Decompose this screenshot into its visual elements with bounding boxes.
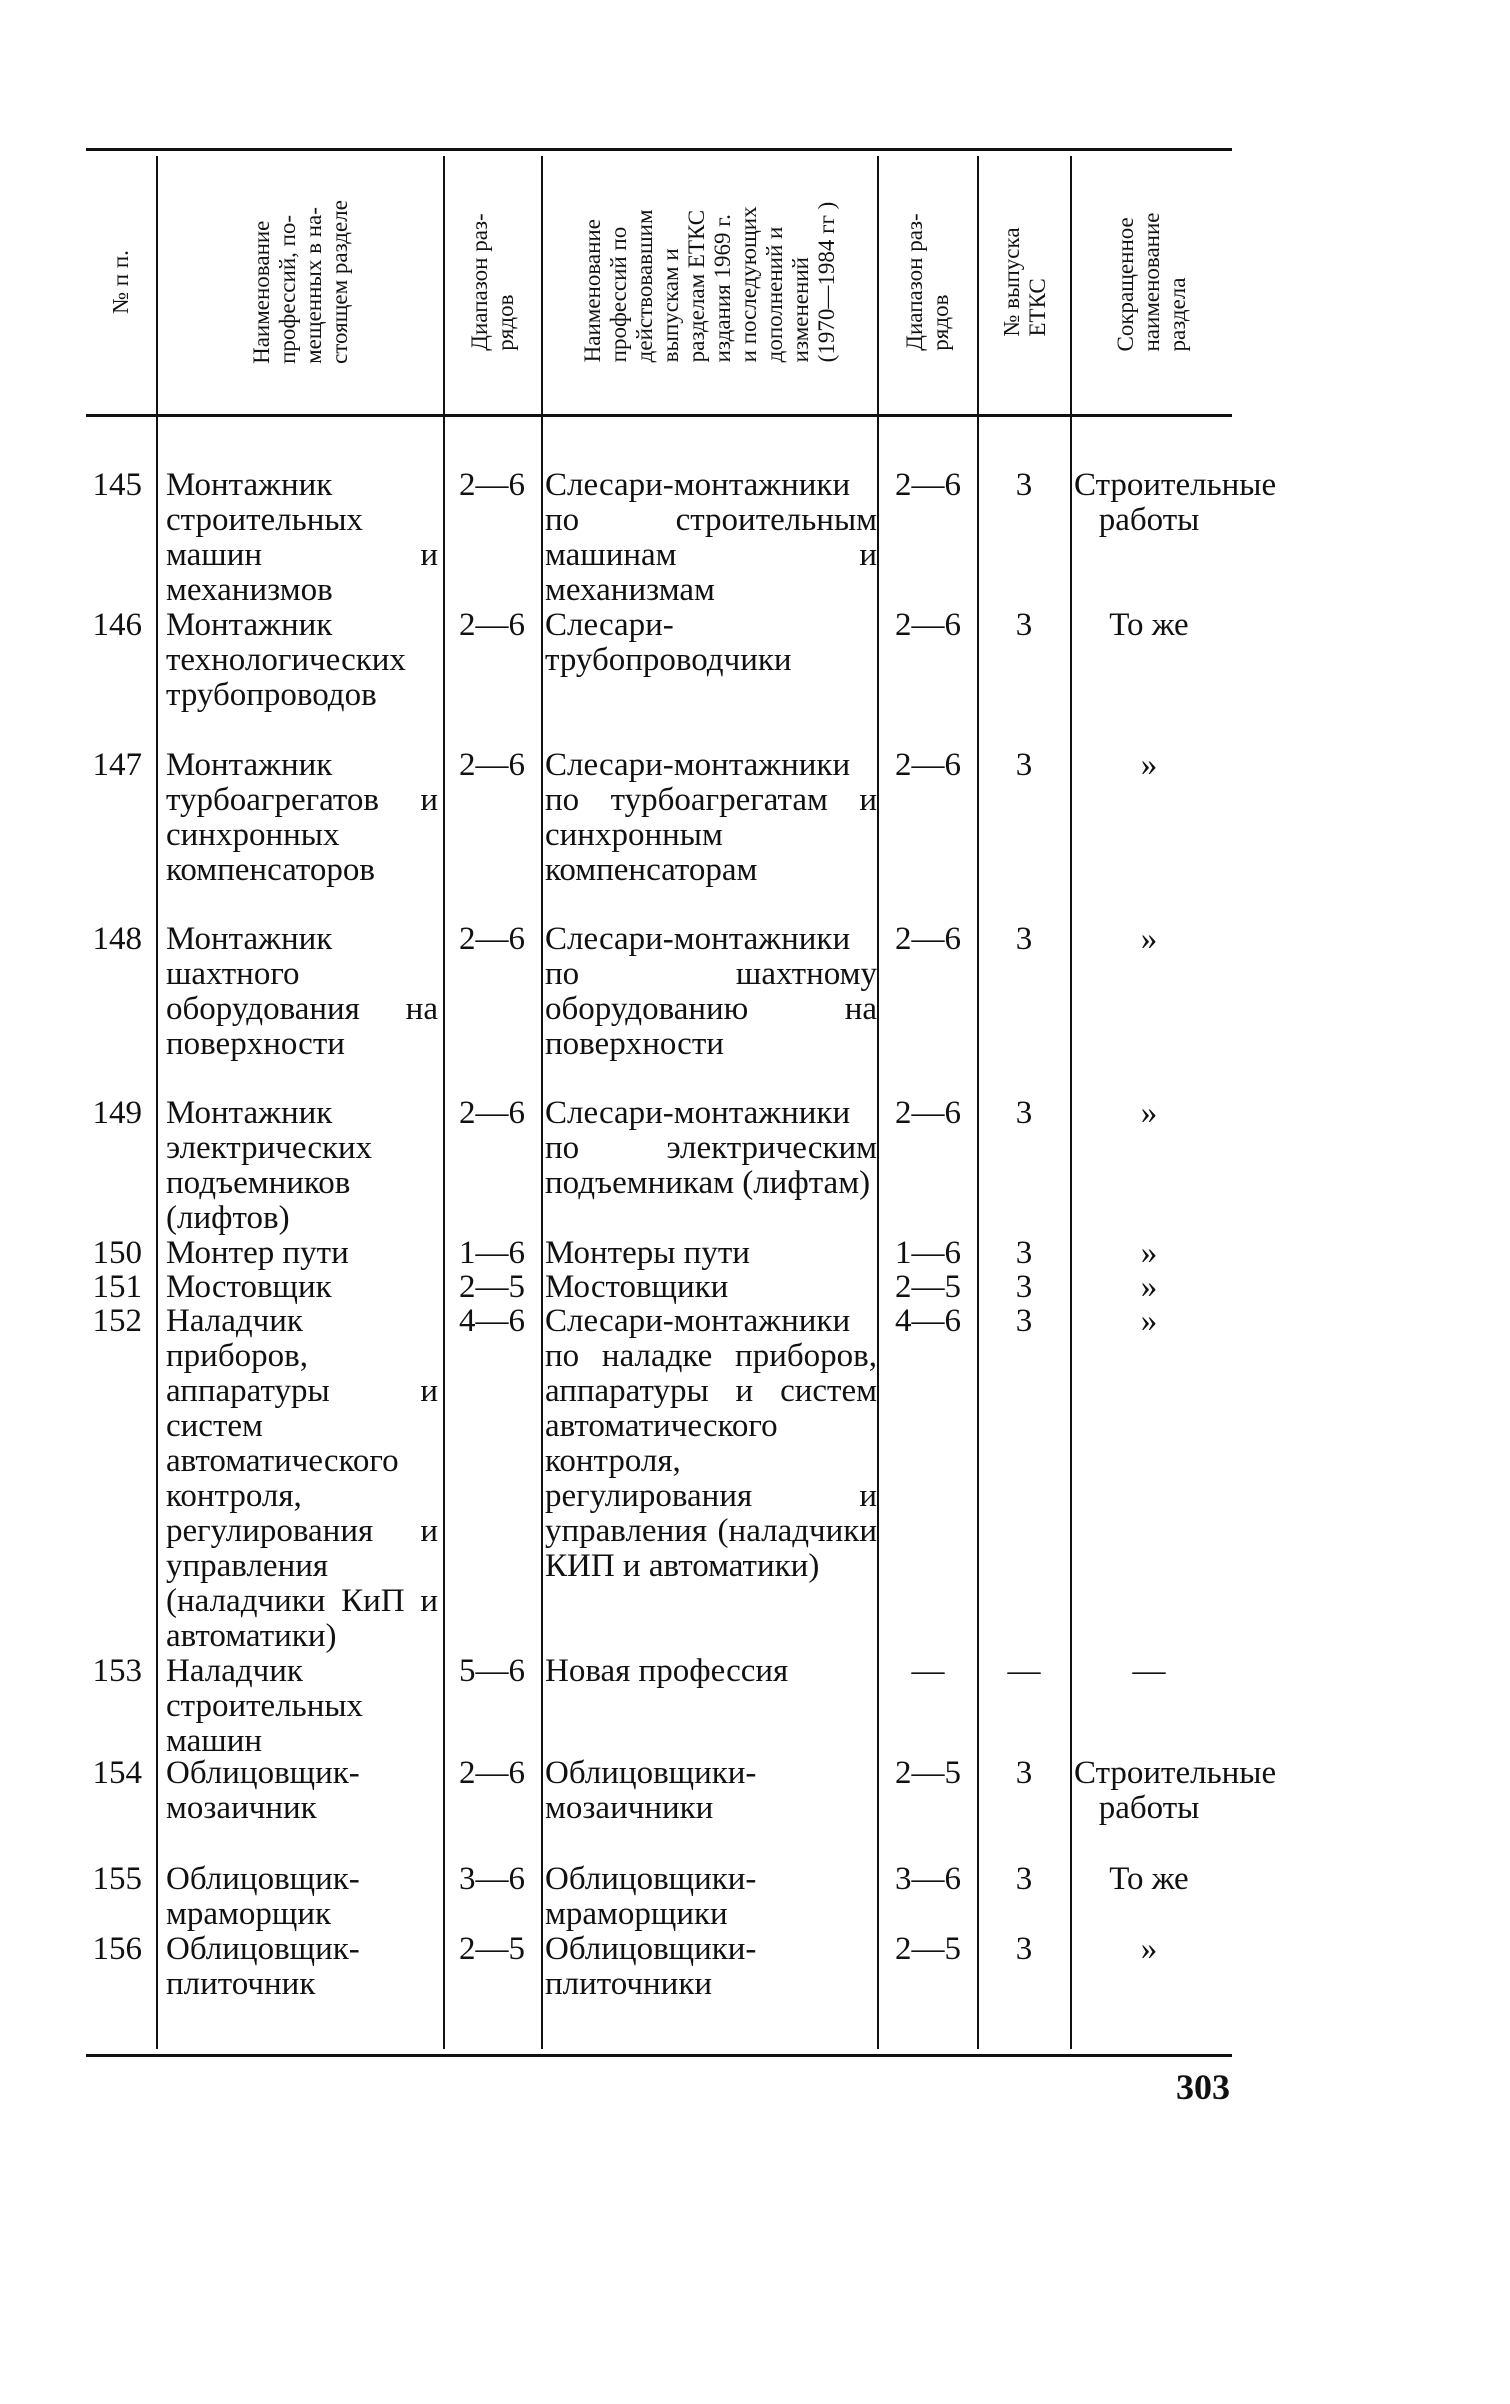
section-name: То же bbox=[1109, 607, 1189, 643]
header-range2-text: Диапазон раз- рядов bbox=[902, 213, 953, 351]
profession-name: Облицовщик-мраморщик bbox=[166, 1861, 360, 1932]
header-range2 bbox=[879, 156, 977, 408]
old-grade-range: 2—6 bbox=[895, 467, 961, 503]
header-range1-text: Диапазон раз- рядов bbox=[467, 213, 518, 351]
etks-issue: 3 bbox=[1015, 1235, 1033, 1271]
etks-issue: 3 bbox=[1015, 467, 1033, 503]
old-profession-name: Слесари-монтажники по наладке приборов, аппаратуры и систем автоматического контроля, регулирования и управления (наладчики КИП и автоматики) bbox=[545, 1303, 877, 1584]
profession-name: Монтажник строительных машин и механизмов bbox=[166, 467, 438, 608]
row-number: 155 bbox=[92, 1861, 142, 1897]
section-name: » bbox=[1140, 1235, 1158, 1271]
old-profession-name: Слесари-монтажники по электрическим подъемникам (лифтам) bbox=[545, 1095, 877, 1201]
etks-issue: 3 bbox=[1015, 1303, 1033, 1339]
header-num bbox=[86, 156, 156, 408]
grade-range: 2—6 bbox=[459, 921, 525, 957]
old-grade-range: 2—6 bbox=[895, 607, 961, 643]
section-name: » bbox=[1140, 1269, 1158, 1305]
old-profession-name: Облицовщики-плиточники bbox=[545, 1931, 757, 2002]
profession-name: Монтажник шахтного оборудования на поверхности bbox=[166, 921, 438, 1062]
old-grade-range: 1—6 bbox=[895, 1235, 961, 1271]
section-name: То же bbox=[1109, 1861, 1189, 1897]
header-name bbox=[158, 156, 443, 408]
row-number: 148 bbox=[92, 921, 142, 957]
profession-name: Облицовщик-мозаичник bbox=[166, 1755, 360, 1826]
section-name: » bbox=[1140, 1303, 1158, 1339]
row-number: 156 bbox=[92, 1931, 142, 1967]
page-number: 303 bbox=[1176, 2067, 1230, 2107]
old-profession-name: Слесари-монтажники по шахтному оборудованию на поверхности bbox=[545, 921, 877, 1062]
grade-range: 2—6 bbox=[459, 607, 525, 643]
profession-name: Монтажник турбоагрегатов и синхронных компенсаторов bbox=[166, 747, 438, 888]
old-profession-name: Мостовщики bbox=[545, 1269, 729, 1305]
header-bottom-rule bbox=[86, 414, 1232, 417]
old-profession-name: Слесари-монтажники по турбоагрегатам и синхронным компенсаторам bbox=[545, 747, 877, 888]
header-section bbox=[1072, 156, 1232, 408]
etks-issue: 3 bbox=[1015, 607, 1033, 643]
old-grade-range: 2—5 bbox=[895, 1269, 961, 1305]
section-name: » bbox=[1140, 1095, 1158, 1131]
row-number: 151 bbox=[92, 1269, 142, 1305]
old-grade-range: 2—5 bbox=[895, 1931, 961, 1967]
row-number: 154 bbox=[92, 1755, 142, 1791]
old-profession-name: Облицовщики-мозаичники bbox=[545, 1755, 757, 1826]
header-issue-text: № выпуска ЕТКС bbox=[998, 227, 1050, 337]
etks-issue: 3 bbox=[1015, 1755, 1033, 1791]
col-divider-6 bbox=[1070, 156, 1072, 2049]
grade-range: 2—6 bbox=[459, 467, 525, 503]
grade-range: 2—5 bbox=[459, 1269, 525, 1305]
row-number: 145 bbox=[92, 467, 142, 503]
grade-range: 1—6 bbox=[459, 1235, 525, 1271]
row-number: 147 bbox=[92, 747, 142, 783]
grade-range: 4—6 bbox=[459, 1303, 525, 1339]
profession-name: Наладчик строительных машин bbox=[166, 1653, 364, 1759]
section-name: » bbox=[1140, 1931, 1158, 1967]
section-name: Строительные работы bbox=[1074, 1755, 1277, 1826]
old-grade-range: 2—6 bbox=[895, 1095, 961, 1131]
row-number: 150 bbox=[92, 1235, 142, 1271]
section-name: » bbox=[1140, 747, 1158, 783]
table-bottom-rule bbox=[86, 2054, 1232, 2057]
header-old-name-text: Наименование профессий по действовавшим выпускам и разделам ЕТКС издания 1969 г. и последующих дополнений и изменений (1970—1984 гг ) bbox=[580, 201, 839, 363]
old-profession-name: Слесари-монтажники по строительным машинам и механизмам bbox=[545, 467, 877, 608]
profession-name: Монтер пути bbox=[166, 1235, 349, 1271]
profession-name: Облицовщик-плиточник bbox=[166, 1931, 360, 2002]
grade-range: 2—6 bbox=[459, 1755, 525, 1791]
header-old-name bbox=[543, 156, 877, 408]
grade-range: 2—6 bbox=[459, 747, 525, 783]
old-grade-range: 4—6 bbox=[895, 1303, 961, 1339]
grade-range: 5—6 bbox=[459, 1653, 525, 1689]
etks-issue: 3 bbox=[1015, 921, 1033, 957]
old-profession-name: Новая профессия bbox=[545, 1653, 789, 1689]
grade-range: 3—6 bbox=[459, 1861, 525, 1897]
old-grade-range: 2—6 bbox=[895, 747, 961, 783]
row-number: 153 bbox=[92, 1653, 142, 1689]
old-grade-range: — bbox=[911, 1653, 945, 1689]
section-name: » bbox=[1140, 921, 1158, 957]
old-grade-range: 2—6 bbox=[895, 921, 961, 957]
row-number: 149 bbox=[92, 1095, 142, 1131]
header-range1 bbox=[445, 156, 541, 408]
etks-issue: 3 bbox=[1015, 1861, 1033, 1897]
header-num-text: № п п. bbox=[108, 250, 133, 314]
etks-issue: 3 bbox=[1015, 1269, 1033, 1305]
col-divider-4 bbox=[877, 156, 879, 2049]
header-issue bbox=[979, 156, 1070, 408]
etks-issue: 3 bbox=[1015, 1095, 1033, 1131]
old-profession-name: Монтеры пути bbox=[545, 1235, 750, 1271]
profession-name: Наладчик приборов, аппаратуры и систем автоматического контроля, регулирования и управления (наладчики КиП и автоматики) bbox=[166, 1303, 438, 1654]
col-divider-3 bbox=[541, 156, 543, 2049]
old-profession-name: Облицовщики-мраморщики bbox=[545, 1861, 757, 1932]
profession-name: Монтажник технологических трубопроводов bbox=[166, 607, 406, 713]
row-number: 146 bbox=[92, 607, 142, 643]
col-divider-1 bbox=[156, 156, 158, 2049]
etks-issue: 3 bbox=[1015, 747, 1033, 783]
col-divider-5 bbox=[977, 156, 979, 2049]
header-section-text: Сокращенное наименование раздела bbox=[1113, 212, 1190, 352]
section-name: Строительные работы bbox=[1074, 467, 1277, 538]
old-profession-name: Слесари-трубопроводчики bbox=[545, 607, 792, 678]
profession-name: Монтажник электрических подъемников (лифтов) bbox=[166, 1095, 373, 1236]
grade-range: 2—5 bbox=[459, 1931, 525, 1967]
etks-issue: 3 bbox=[1015, 1931, 1033, 1967]
header-name-text: Наименование профессий, по- мещенных в на- стоящем разделе bbox=[248, 200, 352, 364]
row-number: 152 bbox=[92, 1303, 142, 1339]
grade-range: 2—6 bbox=[459, 1095, 525, 1131]
old-grade-range: 2—5 bbox=[895, 1755, 961, 1791]
old-grade-range: 3—6 bbox=[895, 1861, 961, 1897]
etks-issue: — bbox=[1007, 1653, 1041, 1689]
table-top-rule bbox=[86, 148, 1232, 151]
section-name: — bbox=[1132, 1653, 1166, 1689]
col-divider-2 bbox=[443, 156, 445, 2049]
profession-name: Мостовщик bbox=[166, 1269, 332, 1305]
